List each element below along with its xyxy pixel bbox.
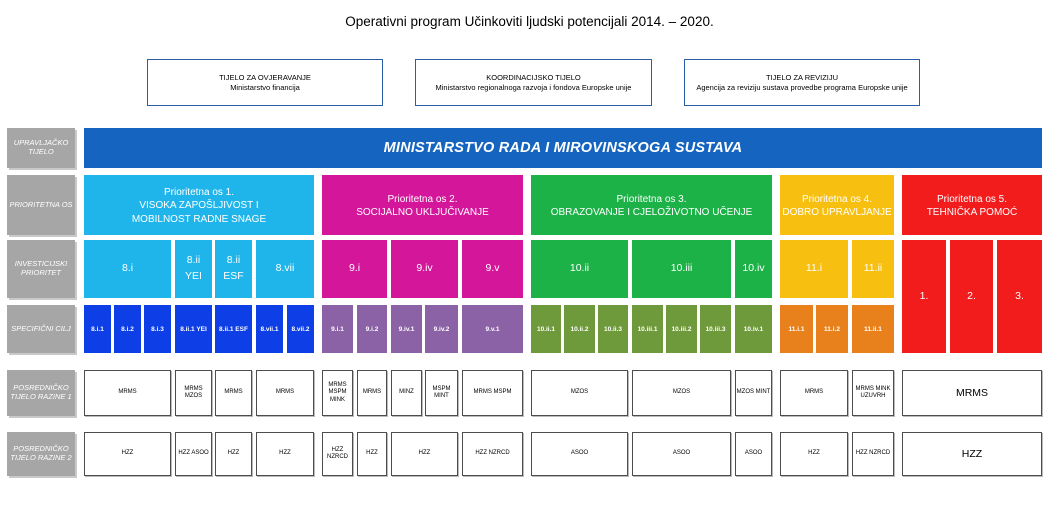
ib2-box: HZZ (902, 432, 1042, 476)
investment-priority (84, 240, 171, 298)
ib1-box: MRMS (256, 370, 314, 416)
investment-priority (997, 240, 1042, 353)
investment-priority (175, 240, 212, 298)
ib1-box: MINZ (391, 370, 422, 416)
specific-goal: 8.i.2 (114, 305, 141, 353)
specific-goal: 10.iii.3 (700, 305, 731, 353)
investment-priority (852, 240, 894, 298)
ip-label: 10.iii (670, 262, 693, 275)
ip-label: 9.iv (416, 262, 433, 275)
ib1-box: MSPM MINT (425, 370, 458, 416)
row-label-specific: SPECIFIČNI CILJ (7, 305, 75, 353)
specific-goal: 10.ii.1 (531, 305, 561, 353)
ib2-box: HZZ (780, 432, 848, 476)
ib2-box: HZZ (357, 432, 387, 476)
certifying-authority-body: Ministarstvo financija (230, 82, 300, 92)
ip-label: 1. (919, 289, 929, 302)
priority-axis-5-name: TEHNIČKA POMOĆ (926, 207, 1018, 218)
priority-axis-1-name: VISOKA ZAPOŠLJIVOST I (139, 200, 259, 212)
ip-label: 8.ii (186, 254, 201, 267)
priority-axis-2-name: SOCIJALNO UKLJUČIVANJE (356, 207, 489, 218)
investment-priority (632, 240, 731, 298)
audit-authority-heading: TIJELO ZA REVIZIJU (765, 73, 839, 83)
ib2-box: ASOO (632, 432, 731, 476)
ib1-box: MRMS MINK UZUVRH (852, 370, 894, 416)
coordinating-body-body: Ministarstvo regionalnoga razvoja i fondova Europske unije (435, 82, 632, 92)
investment-priority (531, 240, 628, 298)
ib1-box: MRMS (780, 370, 848, 416)
ib1-box: MZOS (531, 370, 628, 416)
audit-authority-box (684, 59, 920, 106)
priority-axis-1 (84, 175, 314, 235)
specific-goal: 11.i.1 (780, 305, 813, 353)
ip-label: 2. (967, 289, 976, 302)
specific-goal: 10.iv.1 (735, 305, 772, 353)
specific-goal: 8.ii.1 YEI (175, 305, 212, 353)
ip-label: 9.i (348, 262, 361, 275)
ip-sublabel: YEI (185, 270, 202, 282)
ib1-box: MRMS (84, 370, 171, 416)
ib1-box: MRMS MSPM (462, 370, 523, 416)
ip-label: 11.ii (863, 262, 883, 275)
investment-priority (462, 240, 523, 298)
priority-axis-2 (322, 175, 523, 235)
priority-axis-1-name-2: MOBILNOST RADNE SNAGE (131, 213, 267, 225)
ib2-box: ASOO (735, 432, 772, 476)
ip-label: 3. (1015, 289, 1024, 302)
ip-label: 11.i (805, 262, 823, 275)
audit-authority-body: Agencija za reviziju sustava provedbe programa Europske unije (696, 82, 908, 92)
priority-axis-4-number: Prioritetna os 4. (801, 193, 873, 205)
certifying-authority-box (147, 59, 383, 106)
specific-goal: 10.iii.2 (666, 305, 697, 353)
investment-priority (780, 240, 848, 298)
ib2-box: HZZ NZRCD (322, 432, 353, 476)
priority-axis-5-number: Prioritetna os 5. (936, 193, 1008, 205)
ib1-box: MRMS MZOS (175, 370, 212, 416)
certifying-authority-heading: TIJELO ZA OVJERAVANJE (219, 73, 311, 83)
row-label-investment: INVESTICIJSKI PRIORITET (7, 240, 75, 298)
specific-goal: 11.ii.1 (852, 305, 894, 353)
ib2-box: HZZ (391, 432, 458, 476)
investment-priority (322, 240, 387, 298)
investment-priority (902, 240, 946, 353)
page-title: Operativni program Učinkoviti ljudski potencijali 2014. – 2020. (345, 14, 714, 29)
specific-goal: 9.v.1 (462, 305, 523, 353)
specific-goal: 10.ii.3 (598, 305, 628, 353)
priority-axis-3-number: Prioritetna os 3. (616, 193, 687, 205)
ib1-box: MRMS MSPM MINK (322, 370, 353, 416)
ib2-box: HZZ (84, 432, 171, 476)
ib1-box: MRMS (215, 370, 252, 416)
investment-priority (215, 240, 252, 298)
specific-goal: 8.vii.1 (256, 305, 283, 353)
specific-goal: 10.ii.2 (564, 305, 595, 353)
priority-axis-5 (902, 175, 1042, 235)
ip-label: 10.ii (569, 262, 590, 275)
specific-goal: 10.iii.1 (632, 305, 663, 353)
specific-goal: 9.iv.1 (391, 305, 422, 353)
investment-priority (950, 240, 993, 353)
specific-goal: 9.i.1 (322, 305, 353, 353)
ip-label: 8.i (121, 262, 134, 275)
priority-axis-4-name: DOBRO UPRAVLJANJE (782, 207, 892, 218)
coordinating-body-box (415, 59, 652, 106)
specific-goal: 8.i.3 (144, 305, 171, 353)
specific-goal: 9.i.2 (357, 305, 387, 353)
specific-goal: 11.i.2 (816, 305, 848, 353)
ip-label: 10.iv (742, 262, 765, 275)
ip-sublabel: ESF (223, 270, 244, 282)
ib1-box: MRMS (357, 370, 387, 416)
priority-axis-3-name: OBRAZOVANJE I CJELOŽIVOTNO UČENJE (550, 207, 753, 218)
ib1-box: MZOS (632, 370, 731, 416)
investment-priority (735, 240, 772, 298)
specific-goal: 9.iv.2 (425, 305, 458, 353)
ib1-box: MRMS (902, 370, 1042, 416)
row-label-priority: PRIORITETNA OS (7, 175, 75, 235)
ib1-box: MZOS MINT (735, 370, 772, 416)
specific-goal: 8.i.1 (84, 305, 111, 353)
priority-axis-1-number: Prioritetna os 1. (163, 186, 235, 198)
coordinating-body-heading: KOORDINACIJSKO TIJELO (486, 73, 581, 83)
managing-authority: MINISTARSTVO RADA I MIROVINSKOGA SUSTAVA (84, 128, 1042, 168)
ib2-box: HZZ NZRCD (852, 432, 894, 476)
ib2-box: HZZ NZRCD (462, 432, 523, 476)
priority-axis-2-number: Prioritetna os 2. (387, 193, 458, 205)
specific-goal: 8.vii.2 (287, 305, 314, 353)
investment-priority (256, 240, 314, 298)
specific-goal: 8.ii.1 ESF (215, 305, 252, 353)
ip-label: 8.vii (275, 262, 295, 275)
investment-priority (391, 240, 458, 298)
ib2-box: HZZ (256, 432, 314, 476)
priority-axis-3 (531, 175, 772, 235)
ip-label: 8.ii (226, 254, 241, 267)
row-label-managing: UPRAVLJAČKO TIJELO (7, 128, 75, 168)
row-label-ib2: POSREDNIČKO TIJELO RAZINE 2 (7, 432, 75, 476)
ib2-box: ASOO (531, 432, 628, 476)
row-label-ib1: POSREDNIČKO TIJELO RAZINE 1 (7, 370, 75, 416)
ib2-box: HZZ (215, 432, 252, 476)
ip-label: 9.v (485, 262, 500, 275)
ib2-box: HZZ ASOO (175, 432, 212, 476)
priority-axis-4 (780, 175, 894, 235)
